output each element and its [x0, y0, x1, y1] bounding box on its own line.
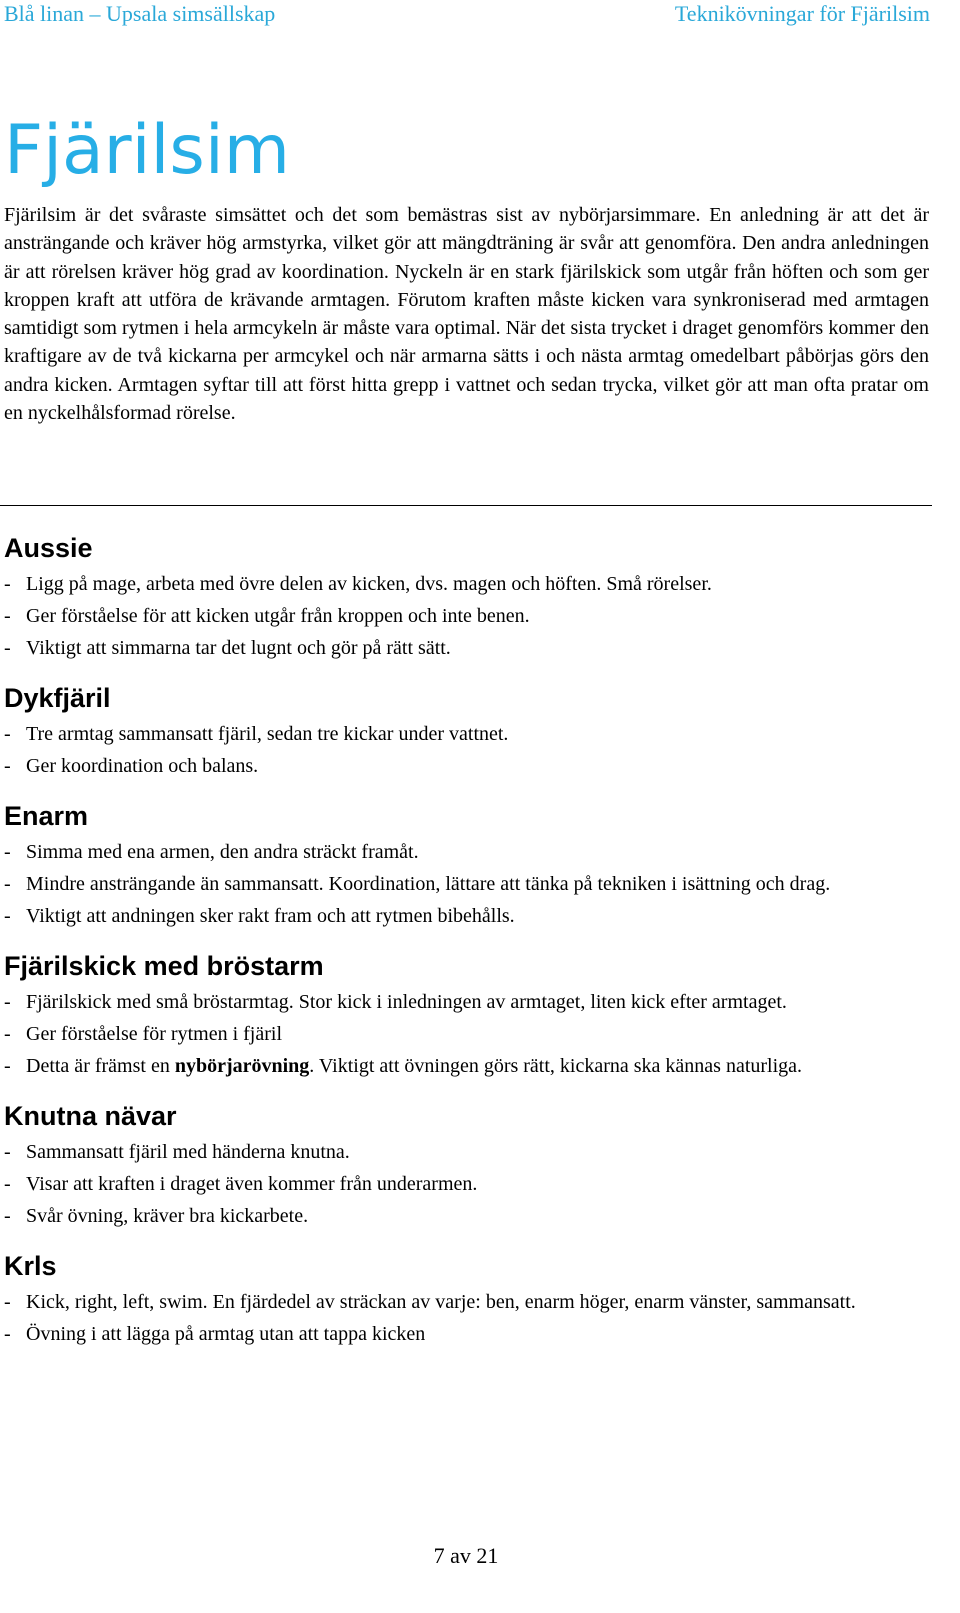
section-heading: Fjärilskick med bröstarm [4, 951, 324, 981]
bullet-dash: - [4, 991, 11, 1013]
bullet-dash: - [4, 1205, 11, 1227]
bullet-dash: - [4, 1141, 11, 1163]
list-item: - Tre armtag sammansatt fjäril, sedan tre kickar under vattnet. [4, 720, 929, 748]
list-item: - Fjärilskick med små bröstarmtag. Stor kick i inledningen av armtaget, liten kick efter armtaget. [4, 988, 929, 1016]
bullet-dash: - [4, 1291, 11, 1313]
bullet-dash: - [4, 1323, 11, 1345]
page-number: 7 av 21 [433, 1543, 499, 1568]
list-item: - Övning i att lägga på armtag utan att tappa kicken [4, 1320, 929, 1348]
section-heading: Krls [4, 1251, 57, 1281]
list-item: - Ligg på mage, arbeta med övre delen av kicken, dvs. magen och höften. Små rörelser. [4, 570, 929, 598]
list-item: - Visar att kraften i draget även kommer från underarmen. [4, 1170, 929, 1198]
bullet-dash: - [4, 755, 11, 777]
list-item: - Simma med ena armen, den andra sträckt framåt. [4, 838, 929, 866]
bullet-dash: - [4, 723, 11, 745]
section-krls [4, 1244, 929, 1348]
exercise-list [4, 526, 929, 1362]
list-item: - Svår övning, kräver bra kickarbete. [4, 1202, 929, 1230]
list-item: - Ger koordination och balans. [4, 752, 929, 780]
section-heading: Dykfjäril [4, 683, 111, 713]
list-item: - Ger förståelse för rytmen i fjäril [4, 1020, 929, 1048]
list-item: - Detta är främst en nybörjarövning. Viktigt att övningen görs rätt, kickarna ska kännas naturliga. [4, 1052, 929, 1080]
page-header [4, 0, 930, 30]
bullet-dash: - [4, 605, 11, 627]
bullet-dash: - [4, 905, 11, 927]
bullet-dash: - [4, 841, 11, 863]
section-enarm [4, 794, 929, 930]
bullet-dash: - [4, 1023, 11, 1045]
list-item: - Kick, right, left, swim. En fjärdedel av sträckan av varje: ben, enarm höger, enarm vänster, sammansatt. [4, 1288, 929, 1316]
list-item: - Ger förståelse för att kicken utgår från kroppen och inte benen. [4, 602, 929, 630]
section-divider [0, 505, 932, 506]
bullet-dash: - [4, 573, 11, 595]
bullet-dash: - [4, 1173, 11, 1195]
section-dykfjaril [4, 676, 929, 780]
emphasized-term: nybörjarövning [174, 1055, 310, 1077]
header-doc-title: Teknikövningar för Fjärilsim [674, 1, 930, 26]
intro-paragraph: Fjärilsim är det svåraste simsättet och det som bemästras sist av nybörjarsimmare. En anledning är att det är ansträngande och kräver hög armstyrka, vilket gör att mängdträning är svår att genomföra. Den andra anledningen är att rörelsen kräver hög grad av koordination. Nyckeln är en stark fjärilskick som utgår från höften och som ger kroppen kraft att utföra de krävande armtagen. Förutom kraften måste kicken vara synkroniserad med armtagen samtidigt som rytmen i hela armcykeln är måste vara optimal. När det sista trycket i draget genomförs kommer den kraftigare av de två kickarna per armcykel och när armarna sätts i och nästa armtag omedelbart påbörjas görs den andra kicken. Armtagen syftar till att först hitta grepp i vattnet och sedan trycka, vilket gör att man ofta pratar om en nyckelhålsformad rörelse. [4, 204, 929, 425]
header-org: Blå linan – Upsala simsällskap [4, 1, 276, 26]
list-item: - Sammansatt fjäril med händerna knutna. [4, 1138, 929, 1166]
bullet-dash: - [4, 1055, 11, 1077]
section-knutna-navar [4, 1094, 929, 1230]
page-title: Fjärilsim [4, 111, 290, 190]
section-aussie [4, 526, 929, 662]
bullet-dash: - [4, 637, 11, 659]
list-item: - Mindre ansträngande än sammansatt. Koordination, lättare att tänka på tekniken i isättning och drag. [4, 870, 929, 898]
list-item: - Viktigt att simmarna tar det lugnt och gör på rätt sätt. [4, 634, 929, 662]
section-heading: Enarm [4, 801, 89, 831]
section-heading: Knutna nävar [4, 1101, 177, 1131]
list-item: - Viktigt att andningen sker rakt fram och att rytmen bibehålls. [4, 902, 929, 930]
section-heading: Aussie [4, 533, 93, 563]
bullet-dash: - [4, 873, 11, 895]
section-fjarilskick-med-brostarm [4, 944, 929, 1080]
